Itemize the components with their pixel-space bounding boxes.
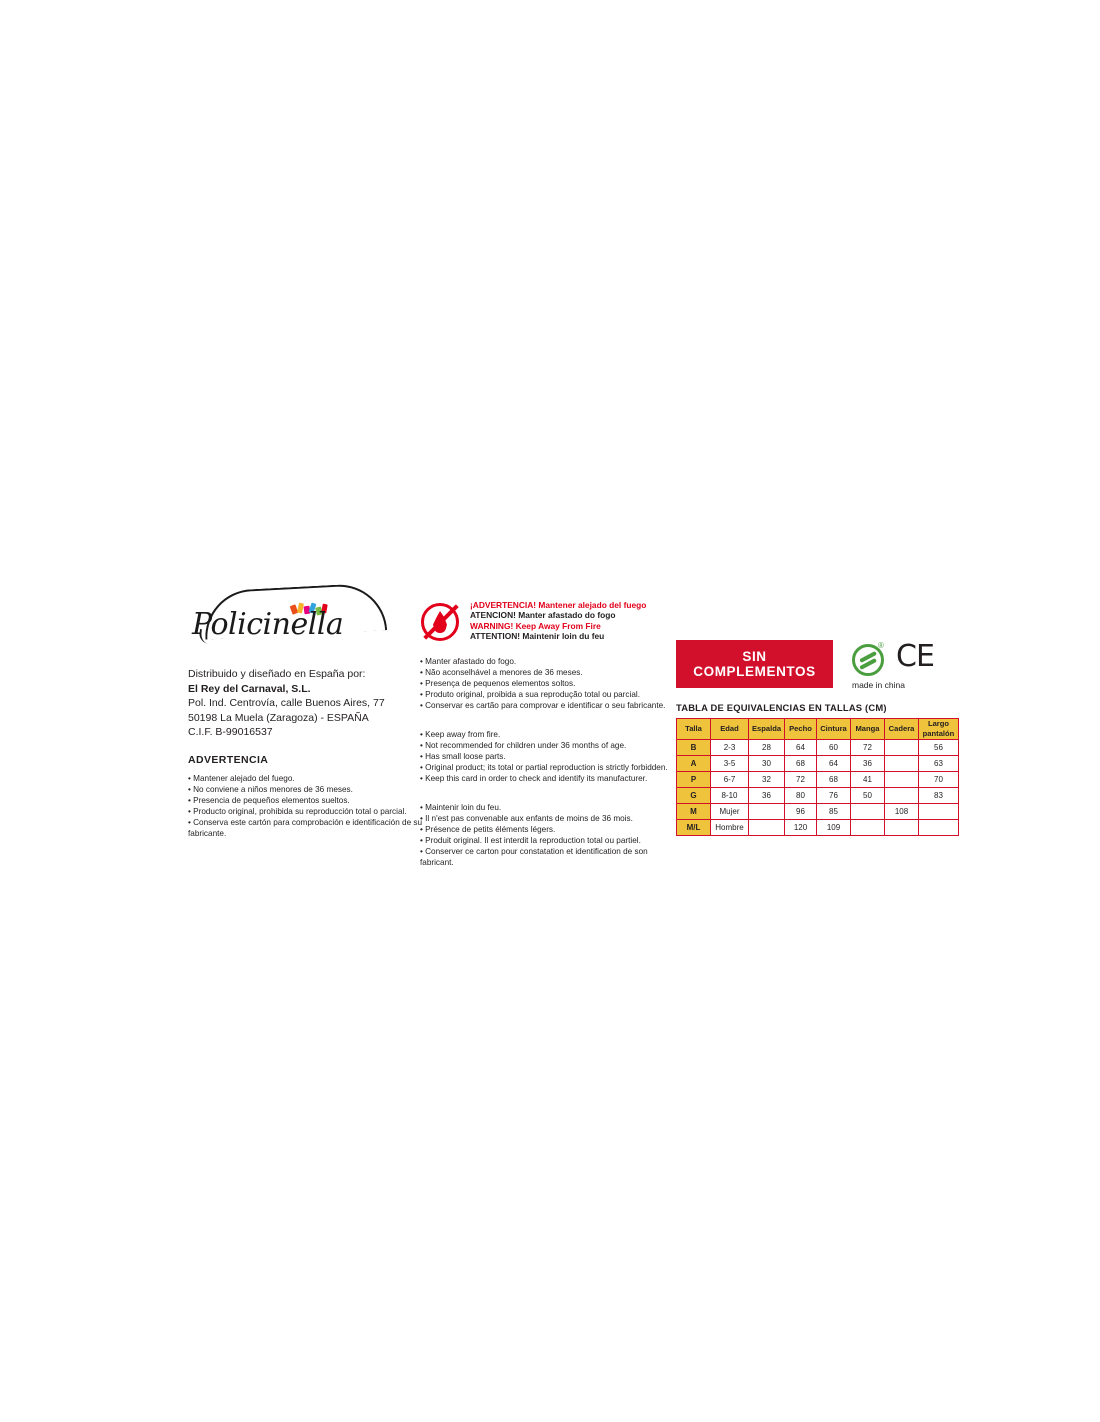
cell-edad: 3-5 (711, 756, 749, 772)
cell-talla: M (677, 804, 711, 820)
cell-talla: P (677, 772, 711, 788)
warning-bullet: • Produto original, proibida a sua reprodução total ou parcial. (420, 690, 640, 699)
cell-cadera (885, 788, 919, 804)
col-header-manga: Manga (851, 719, 885, 740)
table-header-row (677, 719, 959, 740)
cell-talla: M/L (677, 820, 711, 836)
ce-mark-icon: CE (896, 639, 934, 674)
cell-espalda (749, 804, 785, 820)
col-header-espalda: Espalda (749, 719, 785, 740)
warning-bullet: • Original product; its total or partial reproduction is strictly forbidden. (420, 763, 668, 772)
warning-bullets-en (420, 729, 668, 784)
warning-bullet: • Not recommended for children under 36 months of age. (420, 741, 627, 750)
cell-manga (851, 804, 885, 820)
warning-bullet: • Maintenir loin du feu. (420, 803, 502, 812)
cell-manga: 36 (851, 756, 885, 772)
cell-cadera (885, 820, 919, 836)
multilang-warning-header (420, 600, 650, 648)
warning-bullet: • Conserva este cartón para comprobación e identificación de su fabricante. (188, 817, 423, 838)
table-row (677, 788, 959, 804)
cell-cintura: 85 (817, 804, 851, 820)
warning-line-fr: ATTENTION! Maintenir loin du feu (470, 631, 605, 642)
warning-bullet: • Keep this card in order to check and identify its manufacturer. (420, 774, 648, 783)
warning-bullet: • Producto original, prohibida su reproducción total o parcial. (188, 806, 407, 816)
warning-bullets-fr (420, 802, 650, 868)
cell-espalda: 32 (749, 772, 785, 788)
col-header-pecho: Pecho (785, 719, 817, 740)
cell-talla: G (677, 788, 711, 804)
cell-cadera (885, 772, 919, 788)
warning-bullets-pt (420, 656, 666, 711)
warning-bullet: • Conserver ce carton pour constatation et identification de son fabricant. (420, 847, 648, 867)
company-name: El Rey del Carnaval, S.L. (188, 682, 311, 695)
compliance-marks (852, 639, 952, 690)
warning-bullet: • Mantener alejado del fuego. (188, 773, 295, 783)
cell-edad: 6-7 (711, 772, 749, 788)
cell-cintura: 60 (817, 740, 851, 756)
address-line-2: 50198 La Muela (Zaragoza) - ESPAÑA (188, 711, 369, 724)
cif-number: C.I.F. B-99016537 (188, 726, 273, 738)
cell-cintura: 76 (817, 788, 851, 804)
cell-cintura: 109 (817, 820, 851, 836)
warning-bullet: • Keep away from fire. (420, 730, 501, 739)
col-header-cadera: Cadera (885, 719, 919, 740)
warning-line-en: WARNING! Keep Away From Fire (470, 620, 601, 631)
cell-cintura: 64 (817, 756, 851, 772)
warning-bullet: • Produit original. Il est interdit la reproduction total ou partiel. (420, 836, 641, 845)
policinella-logo (192, 585, 392, 655)
cell-manga: 41 (851, 772, 885, 788)
warning-line-es: ¡ADVERTENCIA! Mantener alejado del fuego (470, 600, 647, 610)
table-row (677, 756, 959, 772)
table-row (677, 740, 959, 756)
cell-edad: Mujer (711, 804, 749, 820)
warning-bullet: • Présence de petits éléments légers. (420, 825, 556, 834)
col-header-largo-pantalon: Largo pantalón (919, 719, 959, 740)
warning-bullet: • Manter afastado do fogo. (420, 657, 517, 666)
cell-largo: 83 (919, 788, 959, 804)
cell-cadera: 108 (885, 804, 919, 820)
col-header-edad: Edad (711, 719, 749, 740)
table-row (677, 772, 959, 788)
table-row (677, 804, 959, 820)
cell-pecho: 64 (785, 740, 817, 756)
cell-edad: 8-10 (711, 788, 749, 804)
warning-bullet: • Não aconselhável a menores de 36 meses. (420, 668, 583, 677)
cell-largo: 56 (919, 740, 959, 756)
warning-bullets-es (188, 773, 428, 839)
warning-header-lines (470, 600, 646, 642)
right-column (676, 639, 955, 836)
warning-bullet: • Conservar es cartão para comprovar e identificar o seu fabricante. (420, 701, 666, 710)
cell-pecho: 80 (785, 788, 817, 804)
col-header-cintura: Cintura (817, 719, 851, 740)
middle-column (420, 600, 668, 868)
warning-bullet: • Il n'est pas convenable aux enfants de moins de 36 mois. (420, 814, 633, 823)
size-table-title: TABLA DE EQUIVALENCIAS EN TALLAS (CM) (676, 702, 887, 713)
cell-largo (919, 804, 959, 820)
cell-manga: 50 (851, 788, 885, 804)
cell-pecho: 120 (785, 820, 817, 836)
table-row (677, 820, 959, 836)
cell-cadera (885, 740, 919, 756)
cell-cintura: 68 (817, 772, 851, 788)
warning-bullet: • Presencia de pequeños elementos sueltos. (188, 795, 350, 805)
warning-bullet: • No conviene a niños menores de 36 meses. (188, 784, 353, 794)
cell-edad: 2-3 (711, 740, 749, 756)
made-in-label: made in china (852, 680, 905, 690)
warning-heading: ADVERTENCIA (188, 753, 269, 766)
size-equivalence-table (676, 718, 959, 836)
status-badge: SIN COMPLEMENTOS (676, 640, 833, 688)
cell-cadera (885, 756, 919, 772)
cell-espalda (749, 820, 785, 836)
logo-wordmark: Policinella (192, 607, 344, 642)
distributed-by-label: Distribuido y diseñado en España por: (188, 668, 366, 680)
cell-manga (851, 820, 885, 836)
left-column (188, 585, 428, 839)
warning-bullet: • Has small loose parts. (420, 752, 506, 761)
no-fire-icon (420, 602, 462, 644)
cell-largo (919, 820, 959, 836)
cell-manga: 72 (851, 740, 885, 756)
cell-pecho: 96 (785, 804, 817, 820)
cell-talla: B (677, 740, 711, 756)
distributor-block (188, 667, 428, 740)
cell-espalda: 28 (749, 740, 785, 756)
cell-pecho: 68 (785, 756, 817, 772)
warning-line-pt: ATENCION! Manter afastado do fogo (470, 610, 616, 621)
cell-espalda: 30 (749, 756, 785, 772)
cell-largo: 70 (919, 772, 959, 788)
cell-espalda: 36 (749, 788, 785, 804)
registered-trademark-icon: ® (878, 641, 884, 650)
warning-bullet: • Presença de pequenos elementos soltos. (420, 679, 576, 688)
cell-largo: 63 (919, 756, 959, 772)
address-line-1: Pol. Ind. Centrovía, calle Buenos Aires, 77 (188, 697, 385, 709)
col-header-talla: Talla (677, 719, 711, 740)
cell-edad: Hombre (711, 820, 749, 836)
cell-talla: A (677, 756, 711, 772)
cell-pecho: 72 (785, 772, 817, 788)
